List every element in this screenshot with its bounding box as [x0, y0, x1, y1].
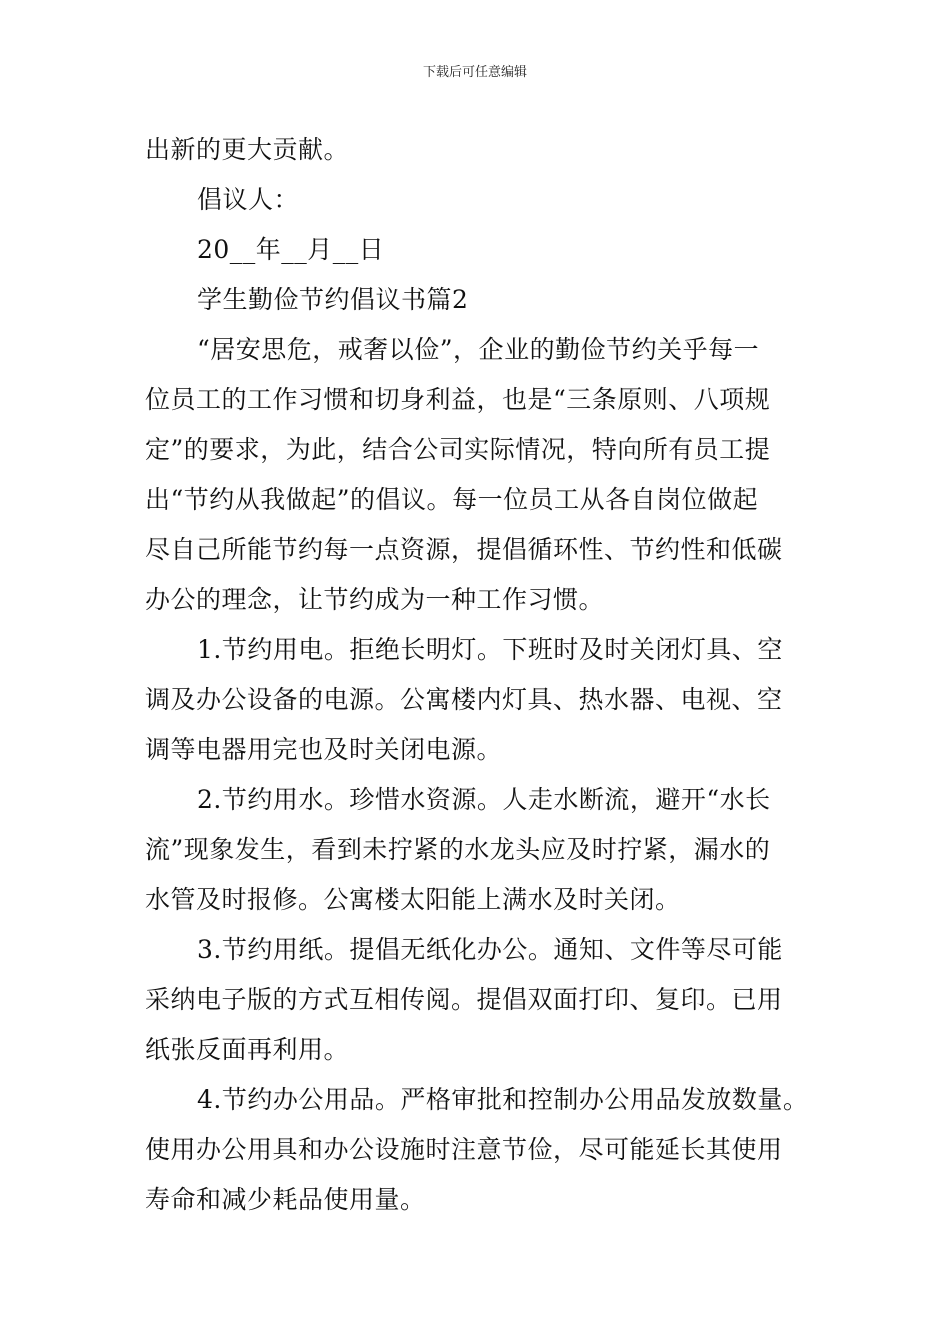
text-line: “居安思危，戒奢以俭”，企业的勤俭节约关乎每一 — [197, 335, 760, 364]
text-line: 办公的理念，让节约成为一种工作习惯。 — [145, 585, 605, 614]
text-line: 纸张反面再利用。 — [145, 1035, 350, 1064]
text-line: 位员工的工作习惯和切身利益，也是“三条原则、八项规 — [145, 385, 771, 414]
text-line: 寿命和减少耗品使用量。 — [145, 1185, 426, 1214]
text-line: 尽自己所能节约每一点资源，提倡循环性、节约性和低碳 — [145, 535, 783, 564]
text-line: 定”的要求，为此，结合公司实际情况，特向所有员工提 — [145, 435, 771, 464]
list-item-3: 3.节约用纸。提倡无纸化办公。通知、文件等尽可能 — [197, 935, 783, 964]
list-item-1: 1.节约用电。拒绝长明灯。下班时及时关闭灯具、空 — [197, 635, 783, 664]
page-header: 下载后可任意编辑 — [422, 65, 527, 80]
text-line: 水管及时报修。公寓楼太阳能上满水及时关闭。 — [145, 885, 681, 914]
initiator-line: 倡议人： — [197, 185, 300, 214]
text-line: 调等电器用完也及时关闭电源。 — [145, 735, 503, 764]
text-line: 采纳电子版的方式互相传阅。提倡双面打印、复印。已用 — [145, 985, 783, 1014]
date-line: 20__年__月__日 — [197, 235, 385, 264]
document-body — [145, 125, 815, 1225]
section-title: 学生勤俭节约倡议书篇2 — [197, 285, 469, 314]
text-line: 调及办公设备的电源。公寓楼内灯具、热水器、电视、空 — [145, 685, 783, 714]
list-item-2: 2.节约用水。珍惜水资源。人走水断流，避开“水长 — [197, 785, 771, 814]
text-line: 流”现象发生，看到未拧紧的水龙头应及时拧紧，漏水的 — [145, 835, 771, 864]
list-item-4: 4.节约办公用品。严格审批和控制办公用品发放数量。 — [197, 1085, 809, 1114]
text-line: 使用办公用具和办公设施时注意节俭，尽可能延长其使用 — [145, 1135, 783, 1164]
text-line: 出“节约从我做起”的倡议。每一位员工从各自岗位做起 — [145, 485, 759, 514]
text-line: 出新的更大贡献。 — [145, 135, 350, 164]
